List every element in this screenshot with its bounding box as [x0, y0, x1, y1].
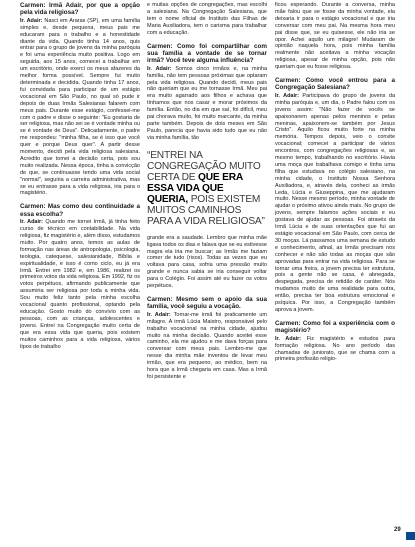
- interview-question: Carmen: Como foi a experiência com o magistério?: [275, 319, 395, 335]
- interview-answer: [20, 18, 140, 198]
- interview-question: Carmen: Como foi compartilhar com sua família a vontade de se tornar irmã? Você teve alguma influência?: [147, 42, 267, 65]
- pull-quote: [147, 150, 267, 227]
- text-column-1: [20, 2, 140, 522]
- interview-answer: [147, 312, 267, 381]
- speaker-name: Ir. Adair:: [275, 92, 299, 99]
- speaker-name: Ir. Adair:: [275, 335, 302, 342]
- pull-quote-highlight: QUE ERA ESSA VIDA QUE QUERIA,: [147, 171, 243, 205]
- interview-question: Carmen: Irmã Adair, por que a opção pela vida religiosa?: [20, 2, 140, 17]
- speaker-name: Ir. Adair:: [20, 17, 43, 24]
- interview-answer: [20, 219, 140, 350]
- paragraph: e muitas opções de congregações, mas escolhi a salesiana. Na Congregação Salesiana, que tem o nome oficial de Instituto das Filhas de Maria Auxiliadora, tem o carisma para trabalhar com a educação.: [147, 2, 267, 36]
- speaker-name: Ir. Adair:: [147, 311, 171, 318]
- page-number: 29: [394, 527, 401, 533]
- interview-answer: [275, 336, 395, 364]
- pull-quote-ending: POIS EXISTEM MUITOS CAMINHOS PARA A VIDA RELIGIOSA”: [147, 193, 265, 227]
- interview-answer: [147, 66, 267, 142]
- answer-text: Quando me tornei Irmã, já tinha feito curso de técnico em contabilidade. Na vida religiosa, fiz magistério e, além disso, estudamos muito. Por quatro anos, temos as aulas de formação nas áreas de antropologia, psicologia, teologia, catequese, salesianidade, Bíblia e espiritualidade, e isso é como ciclo, eu já era Irmã. Entrei em 1982 e, em 1986, realizei os primeiros votos da vida religiosa. Em 1992, fiz os votos perpétuos, afirmando publicamente que assumiria ser religiosa por toda a minha vida. Sou muito feliz tanto pela minha escolha vocacional quanto profissional, optando pela educação. Gosto muito do convívio com as pessoas, com as crianças, adolescentes e jovens. Entrei na Congregação muito certa de que era essa vida que queria, pois existem muitos caminhos para a vida religiosa, vários tipos de trabalho: [20, 219, 140, 350]
- interview-question: Carmen: Mesmo sem o apoio da sua família, você seguiu a vocação.: [147, 295, 267, 311]
- interview-answer: [275, 93, 395, 314]
- speaker-name: Ir. Adair:: [147, 65, 172, 72]
- answer-text: Somos cinco irmãos e, na minha família, não tem pessoas próximas que optaram pela vida religiosa. Quando decidi, meus pais não queriam que eu me tornasse Irmã. Meu pai era muito agarrado aos filhos e achava que tínhamos que nos casar e morar próximos da família. Então, no dia em que saí, foi difícil, meu pai chorava muito, foi muito marcante, da minha parte também. Depois de dois meses em São Paulo, parecia que havia sido tudo que eu não via minha família, tão: [147, 65, 267, 141]
- answer-text: Fiz magistério e estudos para formação religiosa. No ano período das chamadas de juniorato, que se chama com a primeira profissão religio-: [275, 335, 395, 363]
- text-column-3: [275, 2, 395, 522]
- speaker-name: Ir. Adair:: [20, 219, 43, 226]
- answer-text: Nasci em Araras (SP), em uma família simples e, desde pequena, meus pais me educaram para o trabalho e a honestidade diante da vida. Quando tinha 14 anos, quis entrar para o grupo de jovens da minha paróquia e foi uma experiência muito positiva. Logo em seguida, aos 15 anos, comecei a trabalhar em um escritório, onde exerci os meus afazeres da melhor forma possível. Sempre fui muito determinada e decidida. Quando tinha 17 anos, fui convidada para participar de um estágio vocacional em São Paulo, no qual só pude ir depois de duas Irmãs Salesianas falarem com meus pais. Durante esse estágio, confessei-me com o padre e disse o seguinte: "Eu gostaria de ser religiosa, mas não sei se é vontade minha ou se é vontade de Deus". Delicadamente, o padre me respondeu: "minha filha, se é isso que você quer e porque Deus quer". A partir desse momento, decidi pela vida religiosa salesiana. Acredito que tomei a decisão certa, pois sou muito realizada. Nessa época, tinha a convicção de que, se continuasse tendo uma vida social "normal", seguiria a carreira administrativa, mas se eu entrasse para a vida religiosa, iria para o magistério.: [20, 17, 140, 197]
- text-column-2: [147, 2, 267, 522]
- interview-question: Carmen: Como você entrou para a Congregação Salesiana?: [275, 77, 395, 92]
- pull-quote-intro: “ENTREI NA CONGREGAÇÃO MUITO CERTA DE: [147, 149, 261, 183]
- page-edge-accent: [406, 532, 415, 540]
- answer-text: Participava do grupo de jovens da minha paróquia e, um dia, o Padre falou com os jovens assim: "Não fazer de vocês se apaixonarem apenas pelos meninos e pelas meninas, apaixonem-se também por Jesus Cristo". Aquilo ficou muito forte na minha memória. Tempos depois, veio o convite vocacional; comecei a participar de vários encontros, com congregações religiosas e, ao mesmo tempo, trabalhando no escritório. Havia uma moça que trabalhava comigo e tinha uma filha que estudava no colégio salesiano, na minha cidade, o Instituto Nossa Senhora Auxiliadora, e, através dela, conheci as irmãs Leda, Lúcia e Giuseppina, que me ajudaram muito. Nesse mesmo período, minha vontade de ajudar o próximo ativou ainda mais. No grupo de jovens, sempre falamos ações sociais e eu gostava de ajudar as pessoas. Foi através da Irmã Lúcia e de suas orientações que fui ao estágio vocacional em São Paulo, com cerca de 30 moças. Lá passamos uma semana de estudo e conhecimento, afinal, as Irmãs precisam nos conhecer e não são todas as moças que são aprovadas para entrar na vida religiosa. Para se tornar uma freira, a jovem precisa ter estrutura, pois a gente não se casa, é abnegada, despegada, precisa de retidão de caráter. Nós mudamos muito de uma realidade para outra, então, precisa ter boa estrutura emocional e psíquica. Por isso, a Congregação também aprova a jovem.: [275, 92, 395, 313]
- paragraph: grande era a saudade. Lembro que minha mãe ligava todos os dias e falava que se eu estivesse magra ela iria me buscar; as Irmãs me faziam comer de tudo (risos). Todas as vezes que eu voltava para casa, sofria uma pressão muito grande e nunca sabia se iria conseguir voltar para o Colégio. Foi assim até eu fazer os votos perpétuos.: [147, 234, 267, 290]
- answer-text: Tornar-me irmã foi praticamente um milagre. A irmã Lúcia Maistro, responsável pelo trabalho vocacional na minha cidade, ajudou muito na minha decisão. Quando aceitei esse caminho, ela me ajudou e me dava forças para conversar com meus pais. Lembro-me que nesse dia minha mãe inventou de levar meu irmão, que era pequeno, ao médico, bem na hora que a Irmã chegaria em casa. Mas a Irmã foi persistente e: [147, 311, 267, 380]
- interview-question: Carmen: Mas como deu continuidade a essa escolha?: [20, 203, 140, 218]
- paragraph: ficou esperando. Durante a conversa, minha mãe falou que se fosse da minha vontade, ela deixaria ir para o estágio vocacional e que iria conversar com meu pai. Na mesma hora meu pai disse que, se eu quisesse, ele não iria se opor. Achei aquilo um milagre! Mudaram de opinião naquela hora, pois minha família realmente não aceitava a minha vocação religiosa, apesar de minha opção, pois não queriam que eu fosse religiosa.: [275, 2, 395, 71]
